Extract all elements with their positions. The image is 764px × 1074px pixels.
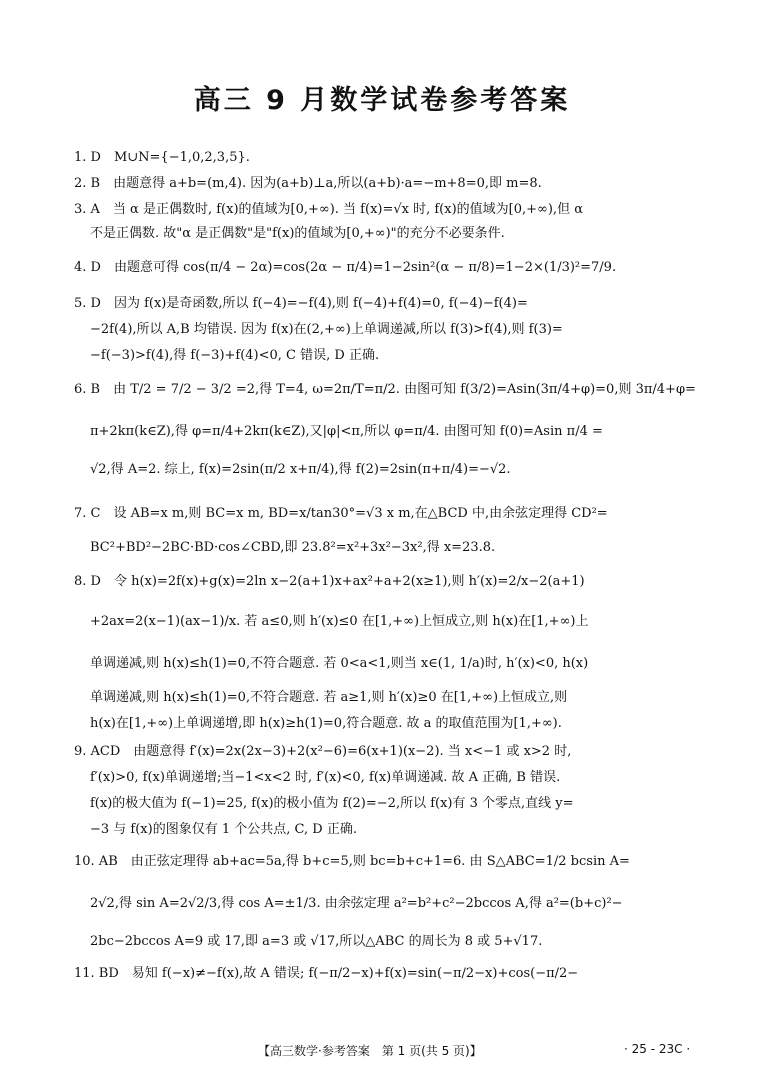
answer-line: 4. D 由题意可得 cos(π/4 − 2α)=cos(2α − π/4)=1−2sin²(α − π/8)=1−2×(1/3)²=7/9. <box>74 260 617 275</box>
footer-page-info: 【高三数学·参考答案 第 1 页(共 5 页)】 <box>258 1044 482 1058</box>
answer-line: +2ax=2(x−1)(ax−1)/x. 若 a≤0,则 h′(x)≤0 在[1,+∞)上恒成立,则 h(x)在[1,+∞)上 <box>90 614 589 629</box>
answer-line: 6. B 由 T/2 = 7/2 − 3/2 =2,得 T=4, ω=2π/T=π/2. 由图可知 f(3/2)=Asin(3π/4+φ)=0,则 3π/4+φ= <box>74 382 696 397</box>
answer-line: −3 与 f(x)的图象仅有 1 个公共点, C, D 正确. <box>90 822 357 837</box>
answer-line: 3. A 当 α 是正偶数时, f(x)的值域为[0,+∞). 当 f(x)=√x 时, f(x)的值域为[0,+∞),但 α <box>74 202 583 217</box>
answer-line: 9. ACD 由题意得 f′(x)=2x(2x−3)+2(x²−6)=6(x+1)(x−2). 当 x<−1 或 x>2 时, <box>74 744 572 759</box>
answer-line: 5. D 因为 f(x)是奇函数,所以 f(−4)=−f(4),则 f(−4)+f(4)=0, f(−4)−f(4)= <box>74 296 528 311</box>
answer-line: √2,得 A=2. 综上, f(x)=2sin(π/2 x+π/4),得 f(2)=2sin(π+π/4)=−√2. <box>90 462 511 477</box>
answer-line: 8. D 令 h(x)=2f(x)+g(x)=2ln x−2(a+1)x+ax²+a+2(x≥1),则 h′(x)=2/x−2(a+1) <box>74 574 585 589</box>
answer-line: −f(−3)>f(4),得 f(−3)+f(4)<0, C 错误, D 正确. <box>90 348 380 363</box>
answer-line: BC²+BD²−2BC·BD·cos∠CBD,即 23.8²=x²+3x²−3x²,得 x=23.8. <box>90 540 496 555</box>
answer-line: 单调递减,则 h(x)≤h(1)=0,不符合题意. 若 a≥1,则 h′(x)≥0 在[1,+∞)上恒成立,则 <box>90 690 568 705</box>
answer-line: 7. C 设 AB=x m,则 BC=x m, BD=x/tan30°=√3 x m,在△BCD 中,由余弦定理得 CD²= <box>74 506 608 521</box>
answer-line: 10. AB 由正弦定理得 ab+ac=5a,得 b+c=5,则 bc=b+c+1=6. 由 S△ABC=1/2 bcsin A= <box>74 854 630 869</box>
answer-line: 1. D M∪N={−1,0,2,3,5}. <box>74 150 250 165</box>
answer-line: f′(x)>0, f(x)单调递增;当−1<x<2 时, f′(x)<0, f(x)单调递减. 故 A 正确, B 错误. <box>90 770 561 785</box>
answer-line: −2f(4),所以 A,B 均错误. 因为 f(x)在(2,+∞)上单调递减,所以 f(3)>f(4),则 f(3)= <box>90 322 563 337</box>
answer-line: 单调递减,则 h(x)≤h(1)=0,不符合题意. 若 0<a<1,则当 x∈(1, 1/a)时, h′(x)<0, h(x) <box>90 656 589 671</box>
answer-line: f(x)的极大值为 f(−1)=25, f(x)的极小值为 f(2)=−2,所以 f(x)有 3 个零点,直线 y= <box>90 796 574 811</box>
answer-line: 11. BD 易知 f(−x)≠−f(x),故 A 错误; f(−π/2−x)+f(x)=sin(−π/2−x)+cos(−π/2− <box>74 966 579 981</box>
answer-line: 2. B 由题意得 a+b=(m,4). 因为(a+b)⊥a,所以(a+b)·a=−m+8=0,即 m=8. <box>74 176 542 191</box>
page-title: 高三 9 月数学试卷参考答案 <box>193 85 571 116</box>
answer-line: h(x)在[1,+∞)上单调递增,即 h(x)≥h(1)=0,符合题意. 故 a 的取值范围为[1,+∞). <box>90 716 562 731</box>
answer-line: 2√2,得 sin A=2√2/3,得 cos A=±1/3. 由余弦定理 a²=b²+c²−2bccos A,得 a²=(b+c)²− <box>90 896 623 911</box>
answer-line: 2bc−2bccos A=9 或 17,即 a=3 或 √17,所以△ABC 的周长为 8 或 5+√17. <box>90 934 543 949</box>
answer-line: 不是正偶数. 故"α 是正偶数"是"f(x)的值域为[0,+∞)"的充分不必要条件. <box>90 226 505 241</box>
answer-line: π+2kπ(k∈Z),得 φ=π/4+2kπ(k∈Z),又|φ|<π,所以 φ=π/4. 由图可知 f(0)=Asin π/4 = <box>90 424 603 439</box>
footer-code: · 25 - 23C · <box>624 1042 691 1056</box>
